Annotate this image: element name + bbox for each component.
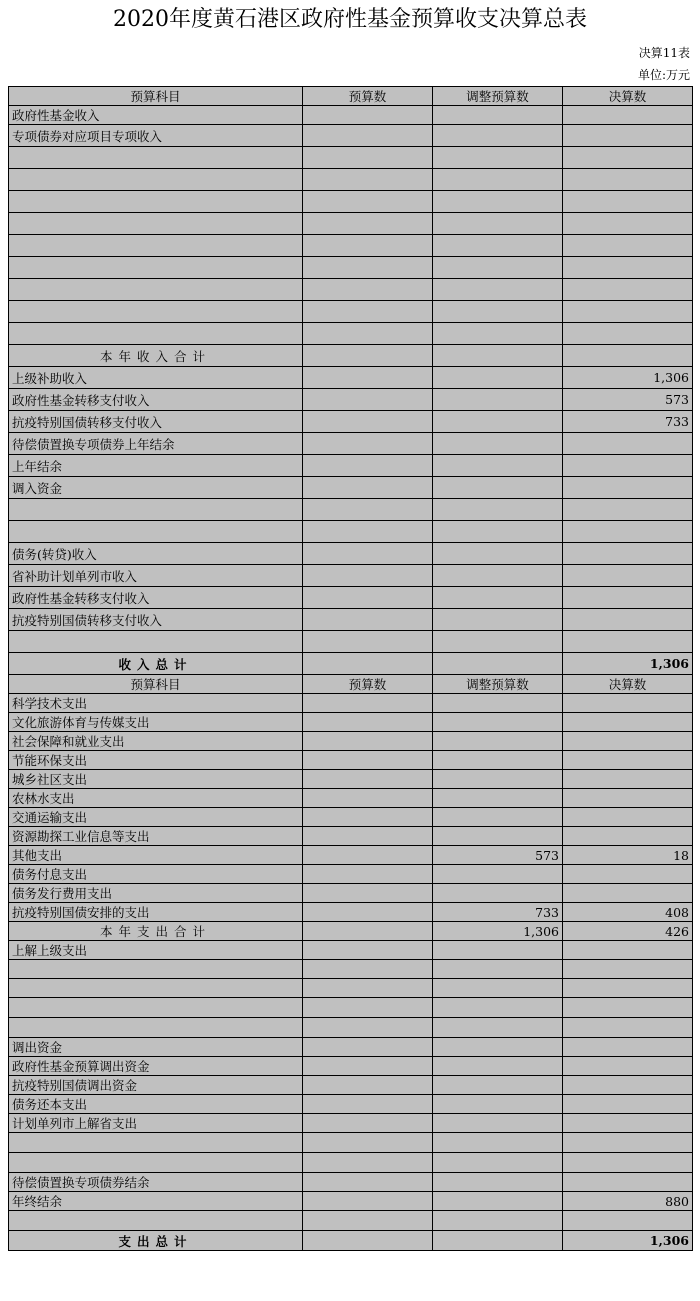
cell-budget: [303, 1153, 433, 1173]
cell-adjusted: [433, 477, 563, 499]
row-label: [9, 235, 303, 257]
cell-budget: [303, 1133, 433, 1153]
cell-adjusted: [433, 1153, 563, 1173]
table-row: [9, 279, 693, 301]
row-label: [9, 169, 303, 191]
cell-budget: [303, 922, 433, 941]
cell-adjusted: [433, 455, 563, 477]
cell-adjusted: [433, 884, 563, 903]
cell-budget: [303, 411, 433, 433]
cell-final: [563, 713, 693, 732]
table-row: [9, 543, 693, 565]
table-row: [9, 751, 693, 770]
cell-budget: [303, 1057, 433, 1076]
table-row: [9, 941, 693, 960]
table-row: [9, 499, 693, 521]
row-label: 调出资金: [9, 1038, 303, 1057]
column-header: 调整预算数: [433, 675, 563, 694]
cell-final: [563, 808, 693, 827]
table-row: [9, 169, 693, 191]
cell-adjusted: [433, 367, 563, 389]
cell-adjusted: [433, 433, 563, 455]
table-row: [9, 191, 693, 213]
cell-final: [563, 1038, 693, 1057]
row-label: [9, 521, 303, 543]
cell-budget: [303, 770, 433, 789]
table-row: [9, 1153, 693, 1173]
cell-adjusted: [433, 345, 563, 367]
row-label: 省补助计划单列市收入: [9, 565, 303, 587]
cell-budget: [303, 903, 433, 922]
cell-budget: [303, 323, 433, 345]
table-row: [9, 411, 693, 433]
cell-budget: [303, 1038, 433, 1057]
table-row: [9, 1192, 693, 1211]
cell-budget: [303, 587, 433, 609]
cell-final: [563, 213, 693, 235]
cell-final: [563, 1173, 693, 1192]
table-row: [9, 106, 693, 125]
table-header-row: [9, 675, 693, 694]
cell-final: 426: [563, 922, 693, 941]
cell-adjusted: 573: [433, 846, 563, 865]
unit-label: 单位:万元: [637, 68, 690, 82]
cell-final: [563, 235, 693, 257]
cell-adjusted: 1,306: [433, 922, 563, 941]
table-row: [9, 455, 693, 477]
cell-budget: [303, 1173, 433, 1192]
cell-budget: [303, 884, 433, 903]
budget-table-body: [9, 87, 693, 1251]
cell-budget: [303, 631, 433, 653]
table-row: [9, 631, 693, 653]
cell-final: [563, 565, 693, 587]
table-row: [9, 345, 693, 367]
cell-adjusted: [433, 1211, 563, 1231]
table-row: [9, 694, 693, 713]
row-label: 文化旅游体育与传媒支出: [9, 713, 303, 732]
cell-adjusted: [433, 257, 563, 279]
cell-adjusted: [433, 770, 563, 789]
table-row: [9, 922, 693, 941]
cell-adjusted: [433, 1057, 563, 1076]
cell-budget: [303, 713, 433, 732]
cell-final: [563, 455, 693, 477]
table-row: [9, 1095, 693, 1114]
cell-adjusted: [433, 213, 563, 235]
row-label: 节能环保支出: [9, 751, 303, 770]
cell-adjusted: [433, 732, 563, 751]
cell-budget: [303, 565, 433, 587]
cell-adjusted: [433, 1192, 563, 1211]
table-row: [9, 213, 693, 235]
cell-budget: [303, 1211, 433, 1231]
cell-budget: [303, 1018, 433, 1038]
row-label: 年终结余: [9, 1192, 303, 1211]
row-label: 城乡社区支出: [9, 770, 303, 789]
cell-adjusted: [433, 543, 563, 565]
cell-budget: [303, 125, 433, 147]
column-header: 决算数: [563, 87, 693, 106]
table-row: [9, 846, 693, 865]
cell-final: 573: [563, 389, 693, 411]
table-row: [9, 565, 693, 587]
row-label: 债务还本支出: [9, 1095, 303, 1114]
row-label: 社会保障和就业支出: [9, 732, 303, 751]
row-label: [9, 191, 303, 213]
column-header: 预算数: [303, 675, 433, 694]
cell-adjusted: [433, 521, 563, 543]
cell-adjusted: [433, 827, 563, 846]
column-header: 预算科目: [9, 675, 303, 694]
budget-table: [8, 86, 693, 1251]
cell-adjusted: [433, 789, 563, 808]
row-label: 科学技术支出: [9, 694, 303, 713]
cell-adjusted: [433, 609, 563, 631]
cell-final: [563, 694, 693, 713]
cell-final: [563, 1057, 693, 1076]
row-label: 待偿债置换专项债券结余: [9, 1173, 303, 1192]
cell-adjusted: [433, 587, 563, 609]
table-row: [9, 389, 693, 411]
cell-final: [563, 827, 693, 846]
cell-adjusted: [433, 411, 563, 433]
table-row: [9, 789, 693, 808]
cell-budget: [303, 1076, 433, 1095]
table-row: [9, 770, 693, 789]
cell-final: 1,306: [563, 653, 693, 675]
table-row: [9, 960, 693, 979]
cell-budget: [303, 1095, 433, 1114]
row-label: 其他支出: [9, 846, 303, 865]
cell-budget: [303, 1231, 433, 1251]
cell-budget: [303, 998, 433, 1018]
cell-adjusted: [433, 1133, 563, 1153]
cell-adjusted: [433, 1076, 563, 1095]
cell-budget: [303, 941, 433, 960]
cell-adjusted: [433, 565, 563, 587]
row-label: 调入资金: [9, 477, 303, 499]
cell-adjusted: [433, 865, 563, 884]
table-row: [9, 1114, 693, 1133]
cell-adjusted: [433, 147, 563, 169]
cell-adjusted: [433, 713, 563, 732]
row-label: [9, 499, 303, 521]
cell-final: [563, 979, 693, 998]
row-label: [9, 257, 303, 279]
cell-budget: [303, 694, 433, 713]
table-row: [9, 998, 693, 1018]
row-label: 上年结余: [9, 455, 303, 477]
cell-final: [563, 1114, 693, 1133]
row-label: [9, 631, 303, 653]
cell-budget: [303, 345, 433, 367]
cell-budget: [303, 846, 433, 865]
cell-final: [563, 477, 693, 499]
table-row: [9, 713, 693, 732]
cell-final: [563, 125, 693, 147]
table-row: [9, 1076, 693, 1095]
cell-budget: [303, 808, 433, 827]
cell-adjusted: [433, 389, 563, 411]
cell-adjusted: [433, 631, 563, 653]
cell-budget: [303, 147, 433, 169]
row-label: [9, 1153, 303, 1173]
row-label: 政府性基金转移支付收入: [9, 389, 303, 411]
cell-budget: [303, 653, 433, 675]
table-row: [9, 979, 693, 998]
row-label: [9, 323, 303, 345]
row-label: 政府性基金收入: [9, 106, 303, 125]
column-header: 预算科目: [9, 87, 303, 106]
table-row: [9, 609, 693, 631]
cell-final: [563, 884, 693, 903]
table-row: [9, 865, 693, 884]
cell-final: [563, 191, 693, 213]
row-label: [9, 960, 303, 979]
table-row: [9, 1231, 693, 1251]
cell-budget: [303, 106, 433, 125]
cell-final: [563, 521, 693, 543]
page-title: 2020年度黄石港区政府性基金预算收支决算总表: [113, 7, 587, 32]
table-row: [9, 1133, 693, 1153]
table-row: [9, 235, 693, 257]
row-label: [9, 279, 303, 301]
cell-final: [563, 631, 693, 653]
cell-budget: [303, 521, 433, 543]
row-label: 收入总计: [9, 653, 303, 675]
row-label: 本年支出合计: [9, 922, 303, 941]
cell-final: [563, 789, 693, 808]
row-label: [9, 979, 303, 998]
row-label: [9, 1133, 303, 1153]
row-label: 计划单列市上解省支出: [9, 1114, 303, 1133]
cell-final: 18: [563, 846, 693, 865]
cell-adjusted: [433, 960, 563, 979]
table-row: [9, 433, 693, 455]
table-number: 决算11表: [638, 46, 690, 60]
cell-final: [563, 323, 693, 345]
cell-adjusted: [433, 653, 563, 675]
cell-final: [563, 1095, 693, 1114]
cell-budget: [303, 1114, 433, 1133]
row-label: 上级补助收入: [9, 367, 303, 389]
cell-final: [563, 609, 693, 631]
cell-final: 1,306: [563, 367, 693, 389]
cell-adjusted: [433, 941, 563, 960]
cell-final: [563, 732, 693, 751]
cell-budget: [303, 433, 433, 455]
row-label: [9, 1018, 303, 1038]
cell-budget: [303, 455, 433, 477]
row-label: 交通运输支出: [9, 808, 303, 827]
cell-adjusted: [433, 1018, 563, 1038]
cell-final: [563, 1153, 693, 1173]
cell-final: 880: [563, 1192, 693, 1211]
cell-budget: [303, 865, 433, 884]
cell-budget: [303, 499, 433, 521]
cell-adjusted: [433, 106, 563, 125]
table-row: [9, 1057, 693, 1076]
cell-final: [563, 433, 693, 455]
cell-budget: [303, 213, 433, 235]
table-row: [9, 477, 693, 499]
cell-adjusted: [433, 1231, 563, 1251]
cell-adjusted: [433, 301, 563, 323]
column-header: 预算数: [303, 87, 433, 106]
cell-final: [563, 543, 693, 565]
cell-final: [563, 865, 693, 884]
cell-final: [563, 147, 693, 169]
row-label: 抗疫特别国债安排的支出: [9, 903, 303, 922]
cell-final: [563, 1076, 693, 1095]
row-label: [9, 147, 303, 169]
row-label: 债务(转贷)收入: [9, 543, 303, 565]
cell-final: [563, 960, 693, 979]
table-row: [9, 257, 693, 279]
row-label: 支出总计: [9, 1231, 303, 1251]
cell-adjusted: [433, 1095, 563, 1114]
cell-budget: [303, 751, 433, 770]
row-label: 抗疫特别国债转移支付收入: [9, 411, 303, 433]
cell-budget: [303, 389, 433, 411]
cell-budget: [303, 979, 433, 998]
column-header: 决算数: [563, 675, 693, 694]
cell-budget: [303, 732, 433, 751]
cell-adjusted: [433, 808, 563, 827]
row-label: 债务付息支出: [9, 865, 303, 884]
row-label: 专项债券对应项目专项收入: [9, 125, 303, 147]
cell-adjusted: 733: [433, 903, 563, 922]
cell-final: [563, 257, 693, 279]
cell-final: [563, 106, 693, 125]
cell-final: [563, 1018, 693, 1038]
cell-adjusted: [433, 191, 563, 213]
cell-budget: [303, 827, 433, 846]
cell-adjusted: [433, 235, 563, 257]
table-row: [9, 808, 693, 827]
cell-final: 1,306: [563, 1231, 693, 1251]
cell-final: [563, 770, 693, 789]
cell-budget: [303, 609, 433, 631]
table-row: [9, 587, 693, 609]
row-label: 政府性基金预算调出资金: [9, 1057, 303, 1076]
cell-budget: [303, 367, 433, 389]
table-row: [9, 732, 693, 751]
table-row: [9, 521, 693, 543]
row-label: 抗疫特别国债调出资金: [9, 1076, 303, 1095]
table-row: [9, 653, 693, 675]
cell-final: [563, 998, 693, 1018]
cell-budget: [303, 257, 433, 279]
table-row: [9, 1018, 693, 1038]
cell-adjusted: [433, 1114, 563, 1133]
table-row: [9, 301, 693, 323]
cell-adjusted: [433, 279, 563, 301]
cell-budget: [303, 1192, 433, 1211]
cell-adjusted: [433, 979, 563, 998]
table-row: [9, 367, 693, 389]
row-label: 政府性基金转移支付收入: [9, 587, 303, 609]
cell-budget: [303, 960, 433, 979]
table-row: [9, 884, 693, 903]
cell-final: [563, 499, 693, 521]
table-row: [9, 903, 693, 922]
column-header: 调整预算数: [433, 87, 563, 106]
cell-budget: [303, 477, 433, 499]
cell-adjusted: [433, 998, 563, 1018]
cell-final: [563, 941, 693, 960]
row-label: 农林水支出: [9, 789, 303, 808]
cell-final: 733: [563, 411, 693, 433]
cell-adjusted: [433, 1038, 563, 1057]
cell-final: [563, 301, 693, 323]
cell-budget: [303, 191, 433, 213]
row-label: [9, 1211, 303, 1231]
cell-final: [563, 1211, 693, 1231]
cell-adjusted: [433, 499, 563, 521]
row-label: [9, 998, 303, 1018]
cell-adjusted: [433, 125, 563, 147]
cell-budget: [303, 235, 433, 257]
cell-budget: [303, 789, 433, 808]
table-row: [9, 827, 693, 846]
cell-adjusted: [433, 169, 563, 191]
cell-budget: [303, 301, 433, 323]
cell-budget: [303, 279, 433, 301]
table-row: [9, 1173, 693, 1192]
row-label: [9, 213, 303, 235]
row-label: 待偿债置换专项债券上年结余: [9, 433, 303, 455]
cell-final: [563, 587, 693, 609]
table-row: [9, 1038, 693, 1057]
table-header-row: [9, 87, 693, 106]
row-label: 债务发行费用支出: [9, 884, 303, 903]
cell-final: [563, 279, 693, 301]
row-label: [9, 301, 303, 323]
cell-adjusted: [433, 694, 563, 713]
table-row: [9, 323, 693, 345]
row-label: 上解上级支出: [9, 941, 303, 960]
table-row: [9, 1211, 693, 1231]
cell-final: [563, 1133, 693, 1153]
table-row: [9, 147, 693, 169]
row-label: 资源勘探工业信息等支出: [9, 827, 303, 846]
cell-adjusted: [433, 751, 563, 770]
cell-final: [563, 751, 693, 770]
row-label: 本年收入合计: [9, 345, 303, 367]
cell-budget: [303, 543, 433, 565]
table-row: [9, 125, 693, 147]
cell-final: 408: [563, 903, 693, 922]
cell-final: [563, 169, 693, 191]
cell-adjusted: [433, 323, 563, 345]
cell-adjusted: [433, 1173, 563, 1192]
cell-budget: [303, 169, 433, 191]
cell-final: [563, 345, 693, 367]
row-label: 抗疫特别国债转移支付收入: [9, 609, 303, 631]
